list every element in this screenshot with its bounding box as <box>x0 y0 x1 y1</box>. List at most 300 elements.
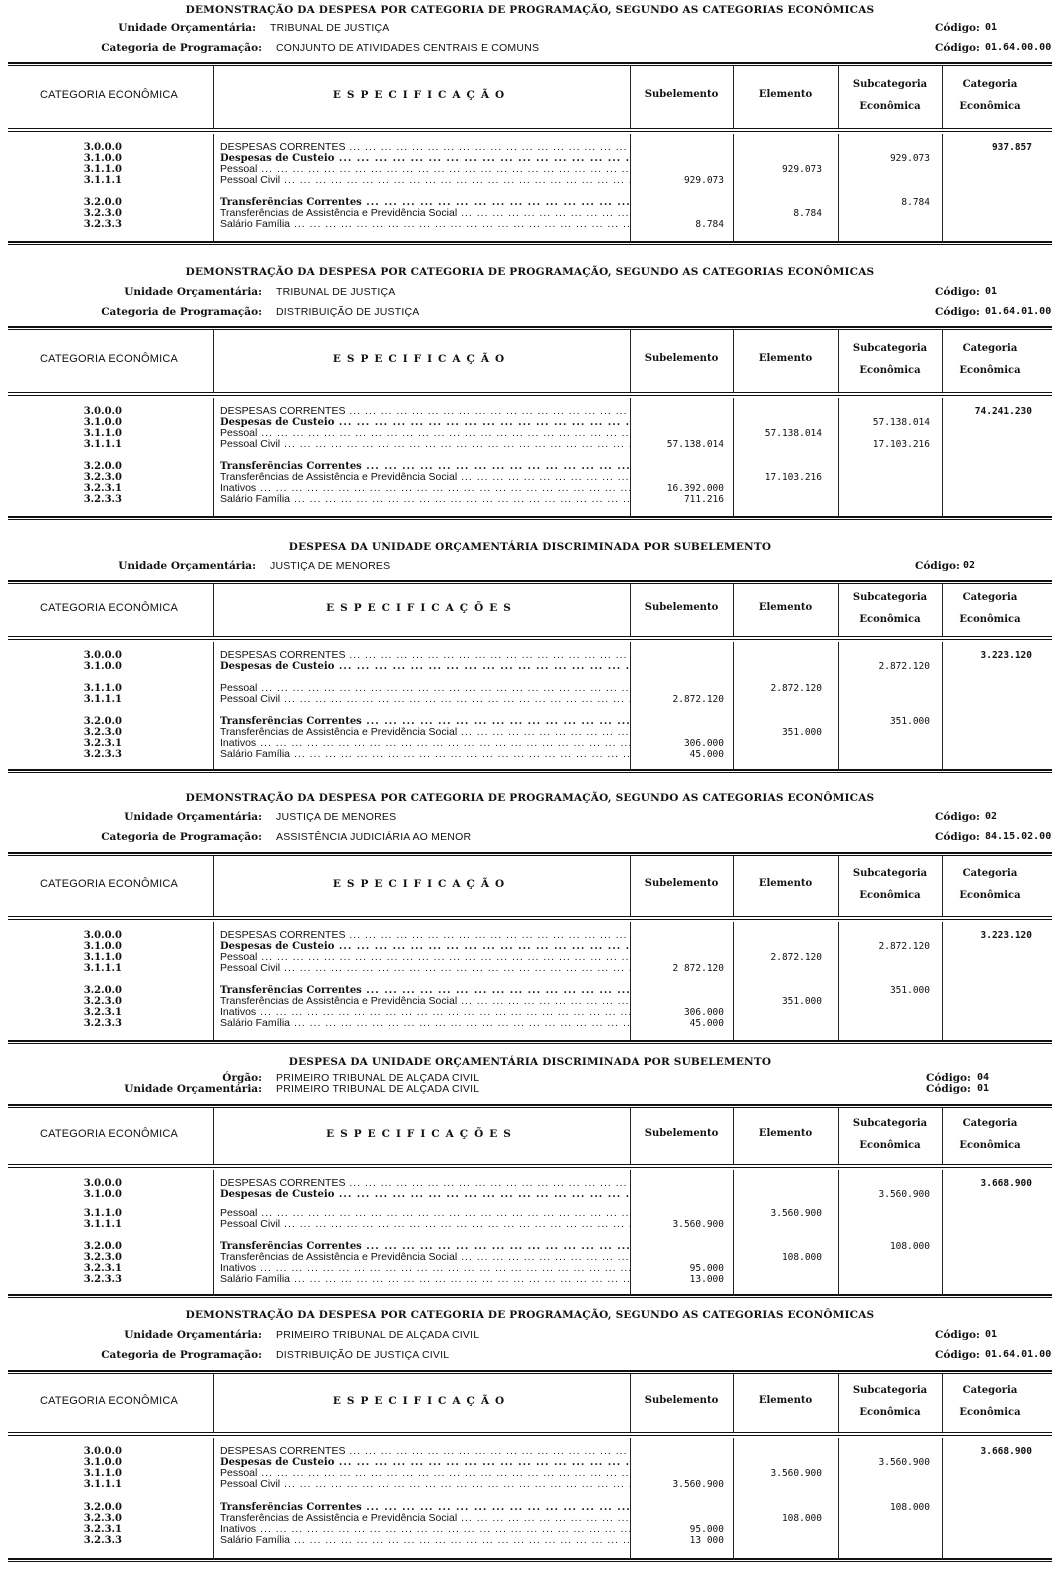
elemento-value: 17.103.216 <box>764 472 822 483</box>
table-row <box>0 963 1060 974</box>
row-code: 3.0.0.0 <box>83 1178 122 1189</box>
row-label: Salário Família ... . <box>220 1535 630 1546</box>
header-especificacao: ESPECIFICAÇÃO <box>332 89 511 101</box>
table-row <box>0 1468 1060 1479</box>
row-code: 3.0.0.0 <box>83 650 122 661</box>
row-code: 3.0.0.0 <box>83 406 122 417</box>
table-row <box>0 1513 1060 1524</box>
header-categoria-economica-l2: Econômica <box>959 101 1021 112</box>
elemento-value: 8.784 <box>793 208 822 219</box>
row-label: Transferências Correntes ... . <box>220 1502 630 1513</box>
column-divider <box>942 1374 943 1432</box>
row-code: 3.2.3.0 <box>83 1252 122 1263</box>
table-row <box>0 175 1060 186</box>
row-label: Inativos ... . <box>220 1007 630 1018</box>
row-code: 3.2.3.1 <box>83 1524 122 1535</box>
meta-value: TRIBUNAL DE JUSTIÇA <box>276 286 396 298</box>
footer-rule <box>8 241 1052 245</box>
code-label: Código: <box>935 1329 980 1341</box>
code-label: Código: <box>926 1083 971 1095</box>
table-row <box>0 219 1060 230</box>
header-elemento: Elemento <box>758 89 813 100</box>
table-row <box>0 683 1060 694</box>
row-label: Pessoal ... . <box>220 428 630 439</box>
row-code: 3.1.1.0 <box>83 683 122 694</box>
section-title: DESPESA DA UNIDADE ORÇAMENTÁRIA DISCRIMINADA POR SUBELEMENTO <box>288 541 772 553</box>
code-value: 01 <box>985 286 998 297</box>
table-row <box>0 749 1060 760</box>
row-code: 3.1.1.0 <box>83 164 122 175</box>
categoria-value: 74.241.230 <box>974 406 1032 417</box>
code-label: Código: <box>935 831 980 843</box>
row-code: 3.1.1.0 <box>83 1208 122 1219</box>
header-especificacao: ESPECIFICAÇÃO <box>332 878 511 890</box>
header-categoria: CATEGORIA ECONÔMICA <box>39 1395 179 1407</box>
column-divider <box>942 856 943 916</box>
row-label: Transferências de Assistência e Previdência Social ... . <box>220 472 630 483</box>
header-subelemento: Subelemento <box>644 1128 719 1139</box>
categoria-value: 937.857 <box>991 142 1032 153</box>
row-label: DESPESAS CORRENTES ... . <box>220 1446 630 1457</box>
table-row <box>0 1274 1060 1285</box>
row-label: Despesas de Custeio ... . <box>220 941 630 952</box>
header-elemento: Elemento <box>758 353 813 364</box>
header-bottom-rule <box>8 395 1052 396</box>
elemento-value: 108.000 <box>781 1513 822 1524</box>
row-code: 3.0.0.0 <box>83 930 122 941</box>
row-label: Despesas de Custeio ... . <box>220 1457 630 1468</box>
section-title: DEMONSTRAÇÃO DA DESPESA POR CATEGORIA DE PROGRAMAÇÃO, SEGUNDO AS CATEGORIAS ECONÔMICAS <box>185 266 875 278</box>
header-especificacao: ESPECIFICAÇÃO <box>332 1395 511 1407</box>
table-row <box>0 952 1060 963</box>
header-bottom-rule <box>8 1435 1052 1436</box>
row-code: 3.2.3.3 <box>83 1274 122 1285</box>
header-subcategoria-economica: Econômica <box>859 614 921 625</box>
table-row <box>0 406 1060 417</box>
row-code: 3.1.0.0 <box>83 417 122 428</box>
table-row <box>0 1007 1060 1018</box>
column-divider <box>838 1374 839 1432</box>
row-code: 3.1.1.0 <box>83 1468 122 1479</box>
row-code: 3.1.1.0 <box>83 952 122 963</box>
row-code: 3.2.3.3 <box>83 494 122 505</box>
header-categoria-economica-l2: Econômica <box>959 890 1021 901</box>
meta-label: Unidade Orçamentária: <box>118 560 256 572</box>
row-code: 3.1.1.1 <box>83 963 122 974</box>
table-row <box>0 428 1060 439</box>
row-label: Inativos ... . <box>220 483 630 494</box>
table-row <box>0 727 1060 738</box>
row-label: Transferências Correntes ... . <box>220 716 630 727</box>
row-code: 3.2.3.1 <box>83 738 122 749</box>
column-divider <box>838 1108 839 1164</box>
table-row <box>0 1208 1060 1219</box>
row-label: Despesas de Custeio ... . <box>220 1189 630 1200</box>
table-row <box>0 472 1060 483</box>
column-divider <box>942 1108 943 1164</box>
code-value: 02 <box>963 560 976 571</box>
header-categoria-economica: Categoria <box>962 1118 1018 1129</box>
code-label: Código: <box>915 560 960 572</box>
header-subelemento: Subelemento <box>644 878 719 889</box>
table-row <box>0 1219 1060 1230</box>
header-categoria-economica-l2: Econômica <box>959 1140 1021 1151</box>
subcategoria-value: 3.560.900 <box>878 1189 930 1200</box>
code-value: 01 <box>985 22 998 33</box>
subcategoria-value: 108.000 <box>889 1502 930 1513</box>
row-code: 3.1.0.0 <box>83 1189 122 1200</box>
table-row <box>0 1479 1060 1490</box>
header-bottom-rule <box>8 131 1052 132</box>
header-categoria-economica-l2: Econômica <box>959 1407 1021 1418</box>
row-label: Salário Família ... . <box>220 749 630 760</box>
subelemento-value: 8.784 <box>695 219 724 230</box>
header-elemento: Elemento <box>758 602 813 613</box>
header-categoria: CATEGORIA ECONÔMICA <box>39 602 179 614</box>
row-label: Transferências de Assistência e Previdência Social ... . <box>220 996 630 1007</box>
unidade-line <box>0 1329 1060 1343</box>
subelemento-value: 2.872.120 <box>672 694 724 705</box>
code-value: 04 <box>977 1072 990 1083</box>
table-row <box>0 197 1060 208</box>
unidade-line <box>0 1083 1060 1097</box>
subcategoria-value: 3.560.900 <box>878 1457 930 1468</box>
table-row <box>0 142 1060 153</box>
row-label: Pessoal Civil ... . <box>220 175 630 186</box>
row-code: 3.1.0.0 <box>83 661 122 672</box>
meta-value: JUSTIÇA DE MENORES <box>270 560 391 572</box>
table-row <box>0 417 1060 428</box>
row-label: Pessoal Civil ... . <box>220 439 630 450</box>
row-label: DESPESAS CORRENTES ... . <box>220 142 630 153</box>
row-code: 3.2.0.0 <box>83 716 122 727</box>
meta-value: ASSISTÊNCIA JUDICIÁRIA AO MENOR <box>276 831 472 843</box>
row-label: Pessoal ... . <box>220 683 630 694</box>
categoria-value: 3.668.900 <box>980 1446 1032 1457</box>
row-code: 3.2.3.3 <box>83 1018 122 1029</box>
row-code: 3.2.3.1 <box>83 483 122 494</box>
row-label: Pessoal ... . <box>220 164 630 175</box>
header-especificacao: ESPECIFICAÇÃO <box>332 353 511 365</box>
meta-label: Categoria de Programação: <box>101 42 262 54</box>
row-label: Despesas de Custeio ... . <box>220 661 630 672</box>
header-subcategoria: Subcategoria <box>852 592 928 603</box>
table-row <box>0 164 1060 175</box>
row-code: 3.1.0.0 <box>83 1457 122 1468</box>
subcategoria-value: 17.103.216 <box>872 439 930 450</box>
header-bottom-rule <box>8 919 1052 920</box>
row-code: 3.2.3.3 <box>83 749 122 760</box>
subcategoria-value: 2.872.120 <box>878 941 930 952</box>
row-code: 3.2.3.0 <box>83 1513 122 1524</box>
header-subelemento: Subelemento <box>644 89 719 100</box>
row-code: 3.0.0.0 <box>83 1446 122 1457</box>
column-divider <box>838 856 839 916</box>
header-bottom-rule <box>8 392 1052 393</box>
row-code: 3.1.0.0 <box>83 153 122 164</box>
row-label: Transferências de Assistência e Previdência Social ... . <box>220 727 630 738</box>
code-label: Código: <box>935 811 980 823</box>
row-label: Salário Família ... . <box>220 494 630 505</box>
row-label: Pessoal ... . <box>220 1208 630 1219</box>
footer-rule <box>8 769 1052 773</box>
footer-rule <box>8 516 1052 520</box>
row-label: Salário Família ... . <box>220 1018 630 1029</box>
header-categoria: CATEGORIA ECONÔMICA <box>39 89 179 101</box>
subelemento-value: 95.000 <box>689 1524 724 1535</box>
row-label: Transferências Correntes ... . <box>220 197 630 208</box>
code-label: Código: <box>926 1072 971 1084</box>
header-subelemento: Subelemento <box>644 353 719 364</box>
section-title: DEMONSTRAÇÃO DA DESPESA POR CATEGORIA DE PROGRAMAÇÃO, SEGUNDO AS CATEGORIAS ECONÔMICAS <box>185 4 875 16</box>
row-label: Transferências de Assistência e Previdência Social ... . <box>220 1513 630 1524</box>
row-label: Pessoal Civil ... . <box>220 1479 630 1490</box>
row-code: 3.1.1.0 <box>83 428 122 439</box>
subelemento-value: 57.138.014 <box>666 439 724 450</box>
table-row <box>0 694 1060 705</box>
row-code: 3.2.3.1 <box>83 1263 122 1274</box>
row-code: 3.2.3.1 <box>83 1007 122 1018</box>
table-row <box>0 1252 1060 1263</box>
meta-value: JUSTIÇA DE MENORES <box>276 811 397 823</box>
row-code: 3.1.1.1 <box>83 439 122 450</box>
row-code: 3.2.0.0 <box>83 197 122 208</box>
row-code: 3.1.0.0 <box>83 941 122 952</box>
header-bottom-rule <box>8 1164 1052 1165</box>
header-elemento: Elemento <box>758 1395 813 1406</box>
header-subcategoria-economica: Econômica <box>859 1407 921 1418</box>
row-code: 3.1.1.1 <box>83 1479 122 1490</box>
subelemento-value: 306.000 <box>683 1007 724 1018</box>
table-row <box>0 985 1060 996</box>
table-row <box>0 483 1060 494</box>
subelemento-value: 16.392.000 <box>666 483 724 494</box>
header-subcategoria: Subcategoria <box>852 343 928 354</box>
subcategoria-value: 2.872.120 <box>878 661 930 672</box>
row-label: Pessoal ... . <box>220 1468 630 1479</box>
row-label: Despesas de Custeio ... . <box>220 153 630 164</box>
row-label: Salário Família ... . <box>220 219 630 230</box>
row-label: DESPESAS CORRENTES ... . <box>220 1178 630 1189</box>
header-rule <box>8 852 1052 856</box>
meta-value: DISTRIBUIÇÃO DE JUSTIÇA CIVIL <box>276 1349 450 1361</box>
meta-value: CONJUNTO DE ATIVIDADES CENTRAIS E COMUNS <box>276 42 540 54</box>
meta-label: Unidade Orçamentária: <box>124 1083 262 1095</box>
subelemento-value: 13 000 <box>689 1535 724 1546</box>
row-code: 3.2.3.3 <box>83 1535 122 1546</box>
row-code: 3.1.1.1 <box>83 694 122 705</box>
header-subelemento: Subelemento <box>644 602 719 613</box>
meta-value: PRIMEIRO TRIBUNAL DE ALÇADA CIVIL <box>276 1329 480 1341</box>
header-categoria-economica: Categoria <box>962 1385 1018 1396</box>
row-code: 3.0.0.0 <box>83 142 122 153</box>
subelemento-value: 45.000 <box>689 1018 724 1029</box>
table-row <box>0 1535 1060 1546</box>
header-subcategoria: Subcategoria <box>852 1118 928 1129</box>
row-label: Salário Família ... . <box>220 1274 630 1285</box>
row-label: Pessoal Civil ... . <box>220 1219 630 1230</box>
table-row <box>0 1446 1060 1457</box>
code-label: Código: <box>935 306 980 318</box>
categoria-value: 3.223.120 <box>980 930 1032 941</box>
subelemento-value: 45.000 <box>689 749 724 760</box>
elemento-value: 3.560.900 <box>770 1208 822 1219</box>
code-value: 01.64.01.00 <box>985 306 1052 317</box>
header-categoria-economica: Categoria <box>962 868 1018 879</box>
code-value: 01.64.00.00 <box>985 42 1052 53</box>
header-bottom-rule <box>8 916 1052 917</box>
elemento-value: 929.073 <box>781 164 822 175</box>
elemento-value: 2.872.120 <box>770 683 822 694</box>
unidade-line <box>0 286 1060 300</box>
header-bottom-rule <box>8 636 1052 637</box>
header-bottom-rule <box>8 639 1052 640</box>
elemento-value: 351.000 <box>781 996 822 1007</box>
meta-value: TRIBUNAL DE JUSTIÇA <box>270 22 390 34</box>
header-subcategoria: Subcategoria <box>852 868 928 879</box>
table-row <box>0 996 1060 1007</box>
programacao-line <box>0 306 1060 320</box>
unidade-line <box>0 811 1060 825</box>
footer-rule <box>8 1294 1052 1298</box>
header-rule <box>8 62 1052 66</box>
header-subcategoria-economica: Econômica <box>859 101 921 112</box>
elemento-value: 57.138.014 <box>764 428 822 439</box>
meta-value: PRIMEIRO TRIBUNAL DE ALÇADA CIVIL <box>276 1072 480 1084</box>
section-title: DESPESA DA UNIDADE ORÇAMENTÁRIA DISCRIMINADA POR SUBELEMENTO <box>288 1056 772 1068</box>
row-label: Despesas de Custeio ... . <box>220 417 630 428</box>
row-label: Inativos ... . <box>220 1263 630 1274</box>
table-row <box>0 650 1060 661</box>
meta-label: Categoria de Programação: <box>101 831 262 843</box>
header-rule <box>8 1370 1052 1374</box>
meta-label: Unidade Orçamentária: <box>124 1329 262 1341</box>
column-divider <box>838 66 839 128</box>
row-label: Pessoal ... . <box>220 952 630 963</box>
row-label: Pessoal Civil ... . <box>220 963 630 974</box>
table-row <box>0 1178 1060 1189</box>
header-categoria: CATEGORIA ECONÔMICA <box>39 1128 179 1140</box>
row-label: Inativos ... . <box>220 738 630 749</box>
table-row <box>0 1457 1060 1468</box>
elemento-value: 108.000 <box>781 1252 822 1263</box>
row-code: 3.2.3.0 <box>83 996 122 1007</box>
table-row <box>0 716 1060 727</box>
programacao-line <box>0 831 1060 845</box>
row-label: Transferências Correntes ... . <box>220 461 630 472</box>
row-code: 3.1.1.1 <box>83 175 122 186</box>
header-subcategoria-economica: Econômica <box>859 890 921 901</box>
table-row <box>0 439 1060 450</box>
elemento-value: 2.872.120 <box>770 952 822 963</box>
row-label: DESPESAS CORRENTES ... . <box>220 930 630 941</box>
subelemento-value: 711.216 <box>683 494 724 505</box>
header-bottom-rule <box>8 128 1052 129</box>
categoria-value: 3.668.900 <box>980 1178 1032 1189</box>
row-code: 3.2.0.0 <box>83 985 122 996</box>
row-label: Inativos ... . <box>220 1524 630 1535</box>
header-categoria-economica: Categoria <box>962 592 1018 603</box>
header-especificacao: ESPECIFICAÇÕES <box>326 1128 517 1140</box>
row-code: 3.2.0.0 <box>83 1241 122 1252</box>
code-value: 01.64.01.00 <box>985 1349 1052 1360</box>
table-row <box>0 1241 1060 1252</box>
section-title: DEMONSTRAÇÃO DA DESPESA POR CATEGORIA DE PROGRAMAÇÃO, SEGUNDO AS CATEGORIAS ECONÔMICAS <box>185 792 875 804</box>
column-divider <box>942 66 943 128</box>
header-subcategoria-economica: Econômica <box>859 1140 921 1151</box>
table-row <box>0 461 1060 472</box>
header-bottom-rule <box>8 1167 1052 1168</box>
subelemento-value: 306.000 <box>683 738 724 749</box>
subcategoria-value: 57.138.014 <box>872 417 930 428</box>
row-code: 3.2.0.0 <box>83 461 122 472</box>
subelemento-value: 3.560.900 <box>672 1219 724 1230</box>
unidade-line <box>0 560 1060 574</box>
meta-label: Unidade Orçamentária: <box>124 811 262 823</box>
column-divider <box>942 330 943 392</box>
table-row <box>0 738 1060 749</box>
header-rule <box>8 1104 1052 1108</box>
table-row <box>0 208 1060 219</box>
header-categoria-economica-l2: Econômica <box>959 614 1021 625</box>
row-code: 3.1.1.1 <box>83 1219 122 1230</box>
code-label: Código: <box>935 22 980 34</box>
table-row <box>0 1263 1060 1274</box>
row-label: Transferências de Assistência e Previdência Social ... . <box>220 1252 630 1263</box>
row-code: 3.2.3.3 <box>83 219 122 230</box>
header-subcategoria: Subcategoria <box>852 79 928 90</box>
code-value: 84.15.02.00 <box>985 831 1052 842</box>
header-bottom-rule <box>8 1432 1052 1433</box>
section-title: DEMONSTRAÇÃO DA DESPESA POR CATEGORIA DE PROGRAMAÇÃO, SEGUNDO AS CATEGORIAS ECONÔMICAS <box>185 1309 875 1321</box>
subelemento-value: 2 872.120 <box>672 963 724 974</box>
subcategoria-value: 351.000 <box>889 716 930 727</box>
code-value: 02 <box>985 811 998 822</box>
unidade-line <box>0 22 1060 36</box>
header-especificacao: ESPECIFICAÇÕES <box>326 602 517 614</box>
categoria-value: 3.223.120 <box>980 650 1032 661</box>
meta-label: Unidade Orçamentária: <box>124 286 262 298</box>
subcategoria-value: 8.784 <box>901 197 930 208</box>
code-label: Código: <box>935 1349 980 1361</box>
table-row <box>0 661 1060 672</box>
subelemento-value: 13.000 <box>689 1274 724 1285</box>
header-subelemento: Subelemento <box>644 1395 719 1406</box>
table-row <box>0 941 1060 952</box>
table-row <box>0 1502 1060 1513</box>
header-categoria-economica: Categoria <box>962 343 1018 354</box>
table-row <box>0 153 1060 164</box>
meta-value: PRIMEIRO TRIBUNAL DE ALÇADA CIVIL <box>276 1083 480 1095</box>
row-label: Transferências de Assistência e Previdência Social ... . <box>220 208 630 219</box>
header-elemento: Elemento <box>758 878 813 889</box>
row-code: 3.2.3.0 <box>83 208 122 219</box>
table-row <box>0 494 1060 505</box>
table-row <box>0 1524 1060 1535</box>
row-label: Pessoal Civil ... . <box>220 694 630 705</box>
subelemento-value: 3.560.900 <box>672 1479 724 1490</box>
row-code: 3.2.0.0 <box>83 1502 122 1513</box>
header-subcategoria: Subcategoria <box>852 1385 928 1396</box>
programacao-line <box>0 1349 1060 1363</box>
header-categoria-economica: Categoria <box>962 79 1018 90</box>
table-row <box>0 1189 1060 1200</box>
row-code: 3.2.3.0 <box>83 727 122 738</box>
row-code: 3.2.3.0 <box>83 472 122 483</box>
header-elemento: Elemento <box>758 1128 813 1139</box>
elemento-value: 3.560.900 <box>770 1468 822 1479</box>
column-divider <box>838 330 839 392</box>
